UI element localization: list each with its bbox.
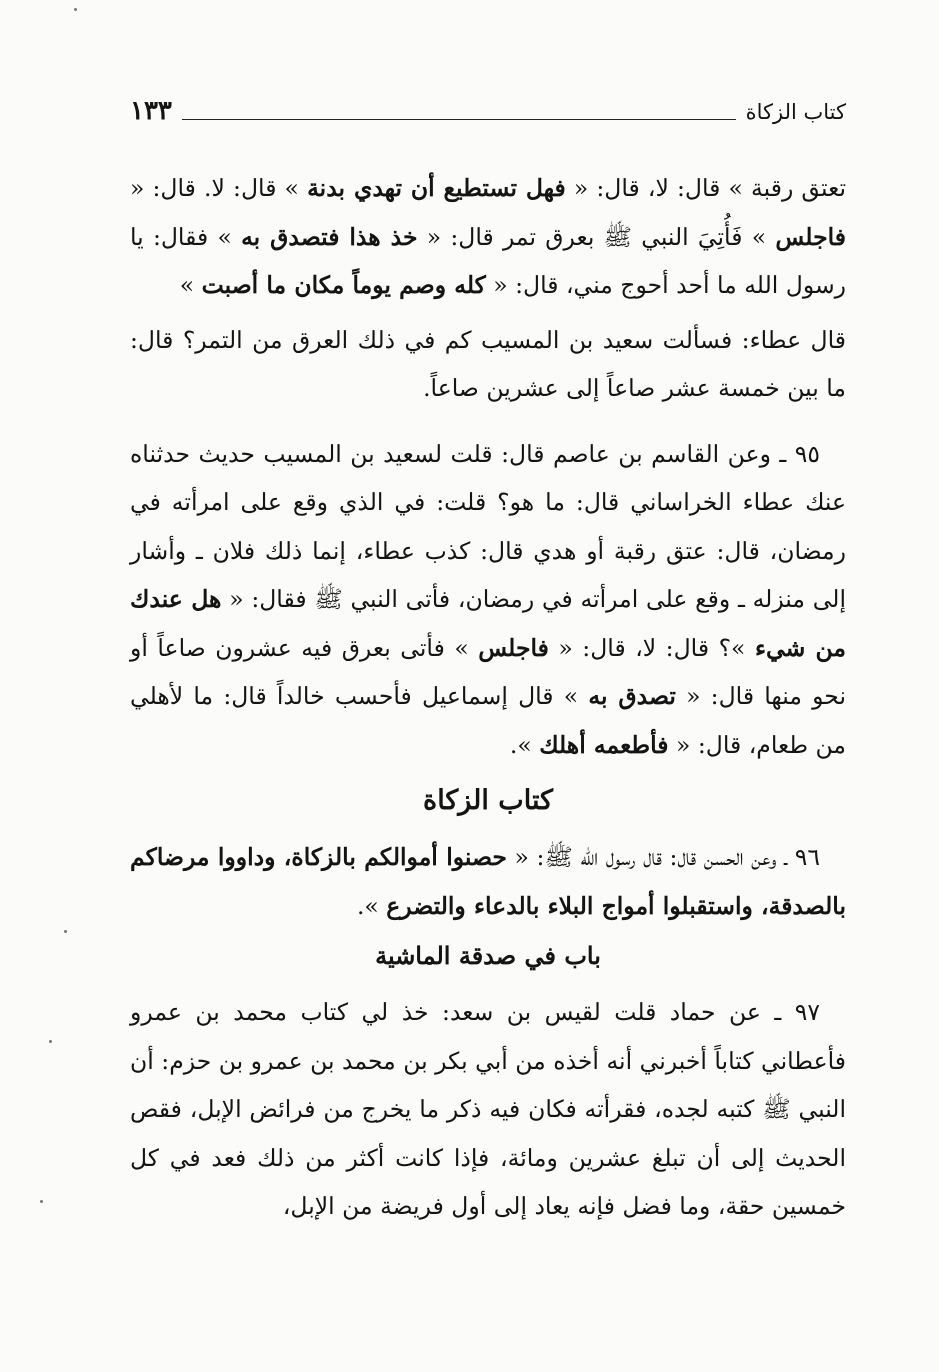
running-header (130, 80, 846, 126)
continuation-paragraph (130, 164, 846, 310)
header-rule (182, 119, 736, 120)
text-run: » قال إسماعيل فأحسب خالداً قال: ما لأهلي من طعام، قال: « (130, 682, 846, 759)
book-page (130, 80, 846, 1280)
prophetic-quote: فأطعمه أهلك (539, 730, 669, 759)
scan-speck (40, 1200, 43, 1203)
prophetic-quote: فهل تستطيع أن تهدي بدنة (307, 174, 566, 202)
body-text (130, 164, 846, 1231)
text-run: ». (509, 730, 540, 759)
text-run: ». (356, 891, 387, 920)
scan-speck (49, 1040, 52, 1043)
text-run: » فقال: يا رسول الله ما أحد أحوج مني، قال: « (130, 222, 846, 299)
hadith-96 (130, 833, 846, 930)
text-run: تعتق رقبة » قال: لا، قال: « (565, 174, 846, 202)
running-header-book-title: كتاب الزكاة (745, 100, 846, 124)
text-run: » فأتى بعرق فيه عشرون صاعاً أو نحو منها قال: « (130, 633, 846, 710)
prophetic-quote: حصنوا أموالكم بالزكاة، وداووا مرضاكم بالصدقة، واستقبلوا أمواج البلاء بالدعاء والتضرع (130, 843, 846, 920)
text-run: ٩٦ ـ وعن الحسن قال: قال رسول الله ﷺ: « (506, 843, 820, 871)
hadith-95 (130, 430, 846, 770)
text-run: »؟ قال: لا، قال: « (548, 633, 755, 662)
prophetic-quote: فاجلس (478, 633, 549, 662)
section-title: كتاب الزكاة (423, 785, 553, 816)
prophetic-quote: تصدق به (588, 682, 676, 710)
scan-speck (74, 8, 77, 11)
prophetic-quote: هل عندك من شيء (130, 585, 846, 662)
text-run: ٩٥ ـ وعن القاسم بن عاصم قال: قلت لسعيد بن المسيب حديث حدثناه عنك عطاء الخراساني قال: ما هو؟ قلت: في الذي وقع على امرأته في رمضان، قال: عتق رقبة أو هدي قال: كذب عطاء، إنما ذلك فلان ـ وأشار إلى منزله ـ وقع على امرأته في رمضان، فأتى النبي ﷺ فقال: « (130, 439, 846, 613)
text-run: » فَأُتِيَ النبي ﷺ بعرق تمر قال: « (417, 222, 776, 251)
prophetic-quote: فاجلس (775, 222, 846, 251)
continuation-paragraph-2: قال عطاء: فسألت سعيد بن المسيب كم في ذلك العرق من التمر؟ قال: ما بين خمسة عشر صاعاً إلى عشرين صاعاً. (130, 325, 846, 402)
hadith-97: ٩٧ ـ عن حماد قلت لقيس بن سعد: خذ لي كتاب محمد بن عمرو فأعطاني كتاباً أخبرني أنه أخذه من أبي بكر بن محمد بن عمرو بن حزم: أن النبي ﷺ كتبه لجده، فقرأته فكان فيه ذكر ما يخرج من فرائض الإبل، فقص الحديث إلى أن تبلغ عشرين ومائة، فإذا كانت أكثر من ذلك فعد في كل خمسين حقة، وما فضل فإنه يعاد إلى أول فريضة من الإبل، (130, 998, 846, 1220)
prophetic-quote: كله وصم يوماً مكان ما أصبت (201, 271, 486, 299)
scan-speck (64, 930, 67, 933)
prophetic-quote: خذ هذا فتصدق به (241, 222, 418, 251)
text-run: » (179, 271, 202, 299)
page-number: ١٣٣ (130, 96, 172, 126)
chapter-title: باب في صدقة الماشية (375, 941, 601, 970)
text-run: » قال: لا. قال: « (130, 174, 308, 202)
